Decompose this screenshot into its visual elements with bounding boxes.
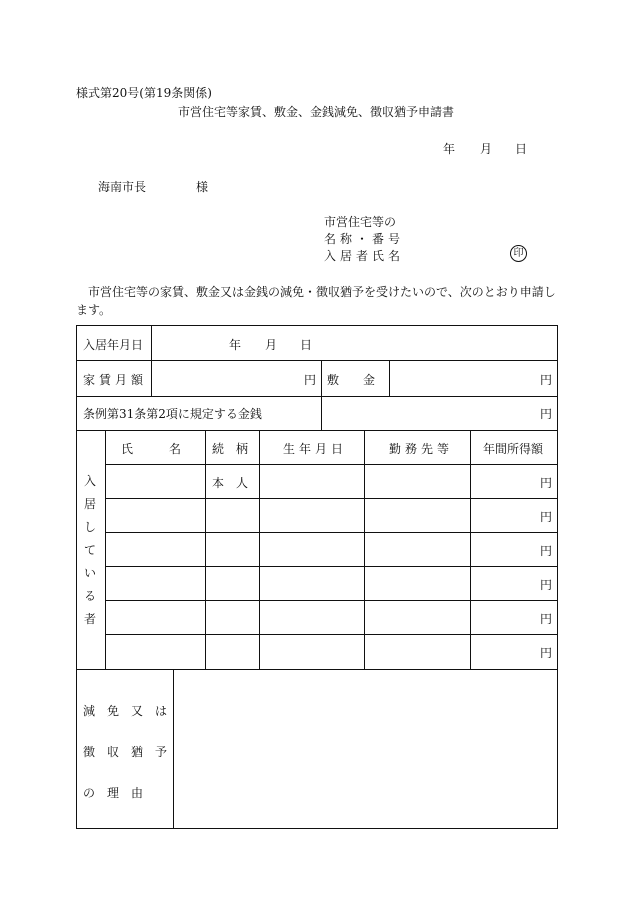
form-number: 様式第20号(第19条関係) (76, 86, 212, 100)
applicant-housing-label: 市営住宅等の (324, 215, 397, 229)
date-month: 月 (480, 142, 493, 156)
residents-label-char: 居 (83, 497, 96, 511)
resident-income-yen-unit: 円 (540, 646, 553, 660)
resident-relation-self: 本 人 (212, 476, 249, 490)
residents-label-char: る (83, 589, 96, 603)
reason-label-line2: 徴 収 猶 予 (83, 745, 168, 759)
reason-label-line3: の 理 由 (83, 786, 144, 800)
column-header-birthdate: 生年月日 (283, 442, 348, 456)
move-in-year: 年 (229, 338, 242, 352)
resident-income-yen-unit: 円 (540, 476, 553, 490)
addressee: 海南市長 (98, 180, 147, 194)
date-day: 日 (515, 142, 528, 156)
move-in-month: 月 (265, 338, 278, 352)
residents-label-char: い (83, 566, 96, 580)
residents-label-char: 者 (83, 612, 96, 626)
ordinance-money-yen-unit: 円 (540, 407, 553, 421)
column-header-annual-income: 年間所得額 (483, 442, 544, 456)
ordinance-money-label: 条例第31条第2項に規定する金銭 (83, 407, 262, 421)
residents-label-char: 入 (83, 474, 96, 488)
seal-mark: 印 (510, 245, 527, 262)
addressee-suffix: 様 (196, 180, 209, 194)
resident-income-yen-unit: 円 (540, 612, 553, 626)
resident-income-yen-unit: 円 (540, 510, 553, 524)
applicant-name-label: 入居者氏名 (324, 249, 405, 263)
resident-income-yen-unit: 円 (540, 544, 553, 558)
date-year: 年 (443, 142, 456, 156)
resident-income-yen-unit: 円 (540, 578, 553, 592)
residents-label-char: て (83, 543, 96, 557)
application-form-table (76, 325, 558, 829)
request-statement: 市営住宅等の家賃、敷金又は金銭の減免・徴収猶予を受けたいので、次のとおり申請します。 (76, 285, 556, 317)
deposit-label: 敷 金 (327, 373, 376, 387)
column-header-workplace: 勤務先等 (389, 442, 454, 456)
move-in-day: 日 (300, 338, 313, 352)
column-header-relation: 続 柄 (212, 442, 249, 456)
document-title: 市営住宅等家賃、敷金、金銭減免、徴収猶予申請書 (178, 105, 455, 119)
residents-label-char: し (83, 520, 96, 534)
column-header-name: 氏 名 (121, 442, 182, 456)
applicant-number-label: 名称・番号 (324, 232, 405, 246)
move-in-date-label: 入居年月日 (83, 338, 144, 352)
deposit-yen-unit: 円 (540, 373, 553, 387)
reason-label-line1: 減 免 又 は (83, 704, 168, 718)
rent-yen-unit: 円 (304, 373, 317, 387)
monthly-rent-label: 家賃月額 (83, 373, 148, 387)
